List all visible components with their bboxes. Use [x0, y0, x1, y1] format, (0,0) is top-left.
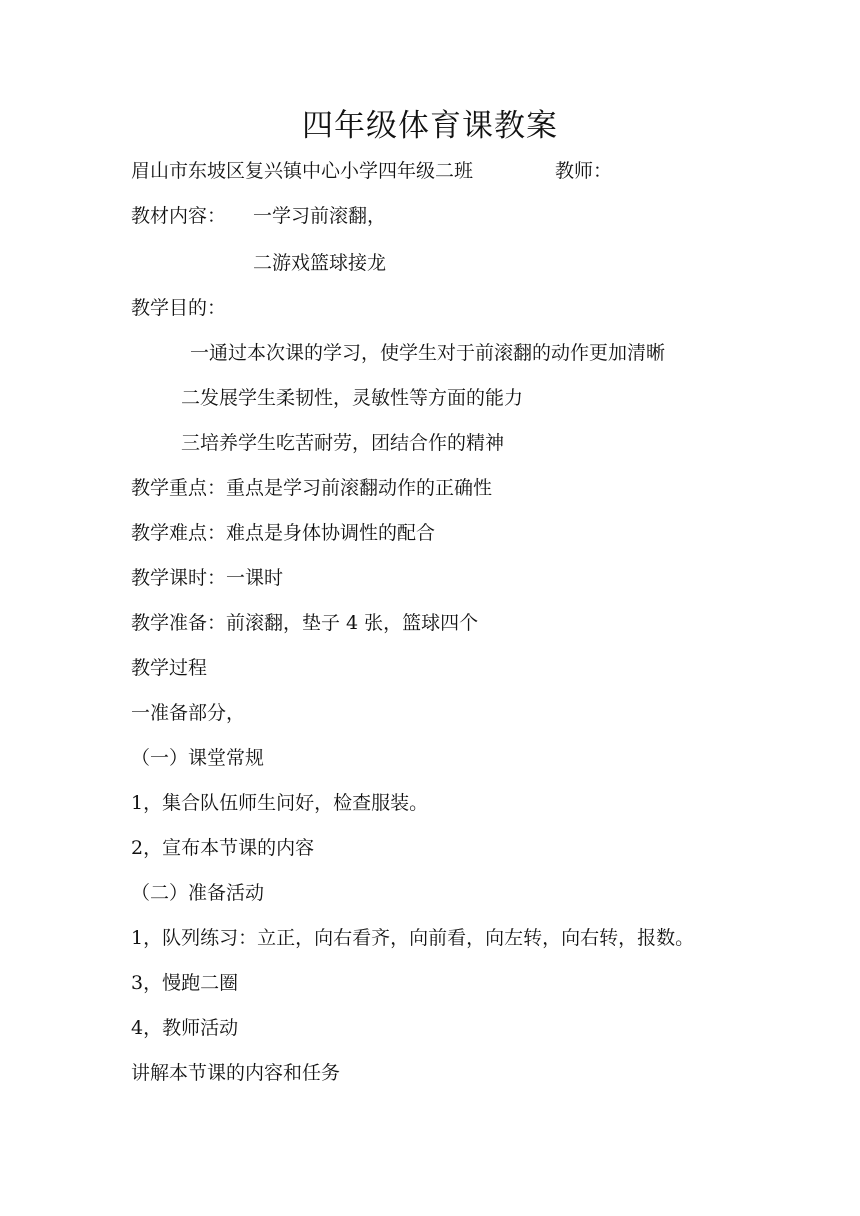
step-item: 4，教师活动 [131, 1017, 239, 1039]
key-point-line: 教学重点：重点是学习前滚翻动作的正确性 [131, 477, 493, 499]
school-class-line: 眉山市东坡区复兴镇中心小学四年级二班 [131, 160, 474, 182]
document-title: 四年级体育课教案 [302, 108, 558, 144]
goals-label: 教学目的： [131, 297, 227, 319]
part-one-heading: 一准备部分， [131, 702, 246, 724]
lesson-hours-line: 教学课时：一课时 [131, 567, 284, 589]
step-item: 1，集合队伍师生问好，检查服装。 [131, 792, 429, 814]
goal-item: 一通过本次课的学习，使学生对于前滚翻的动作更加清晰 [190, 342, 666, 364]
step-item: 2，宣布本节课的内容 [131, 837, 315, 859]
goal-item: 三培养学生吃苦耐劳，团结合作的精神 [181, 432, 505, 454]
preparation-line: 教学准备：前滚翻，垫子 4 张，篮球四个 [131, 612, 479, 634]
material-item: 二游戏篮球接龙 [253, 252, 387, 274]
difficulty-line: 教学难点：难点是身体协调性的配合 [131, 522, 436, 544]
explain-line: 讲解本节课的内容和任务 [131, 1062, 341, 1084]
section-heading: （二）准备活动 [131, 882, 265, 904]
teacher-label: 教师： [555, 160, 613, 182]
process-heading: 教学过程 [131, 657, 208, 679]
goal-item: 二发展学生柔韧性，灵敏性等方面的能力 [181, 387, 524, 409]
section-heading: （一）课堂常规 [131, 747, 265, 769]
step-item: 1，队列练习：立正，向右看齐，向前看，向左转，向右转，报数。 [131, 927, 695, 949]
material-label: 教材内容： [131, 205, 227, 227]
material-item: 一学习前滚翻， [253, 205, 387, 227]
step-item: 3，慢跑二圈 [131, 972, 239, 994]
